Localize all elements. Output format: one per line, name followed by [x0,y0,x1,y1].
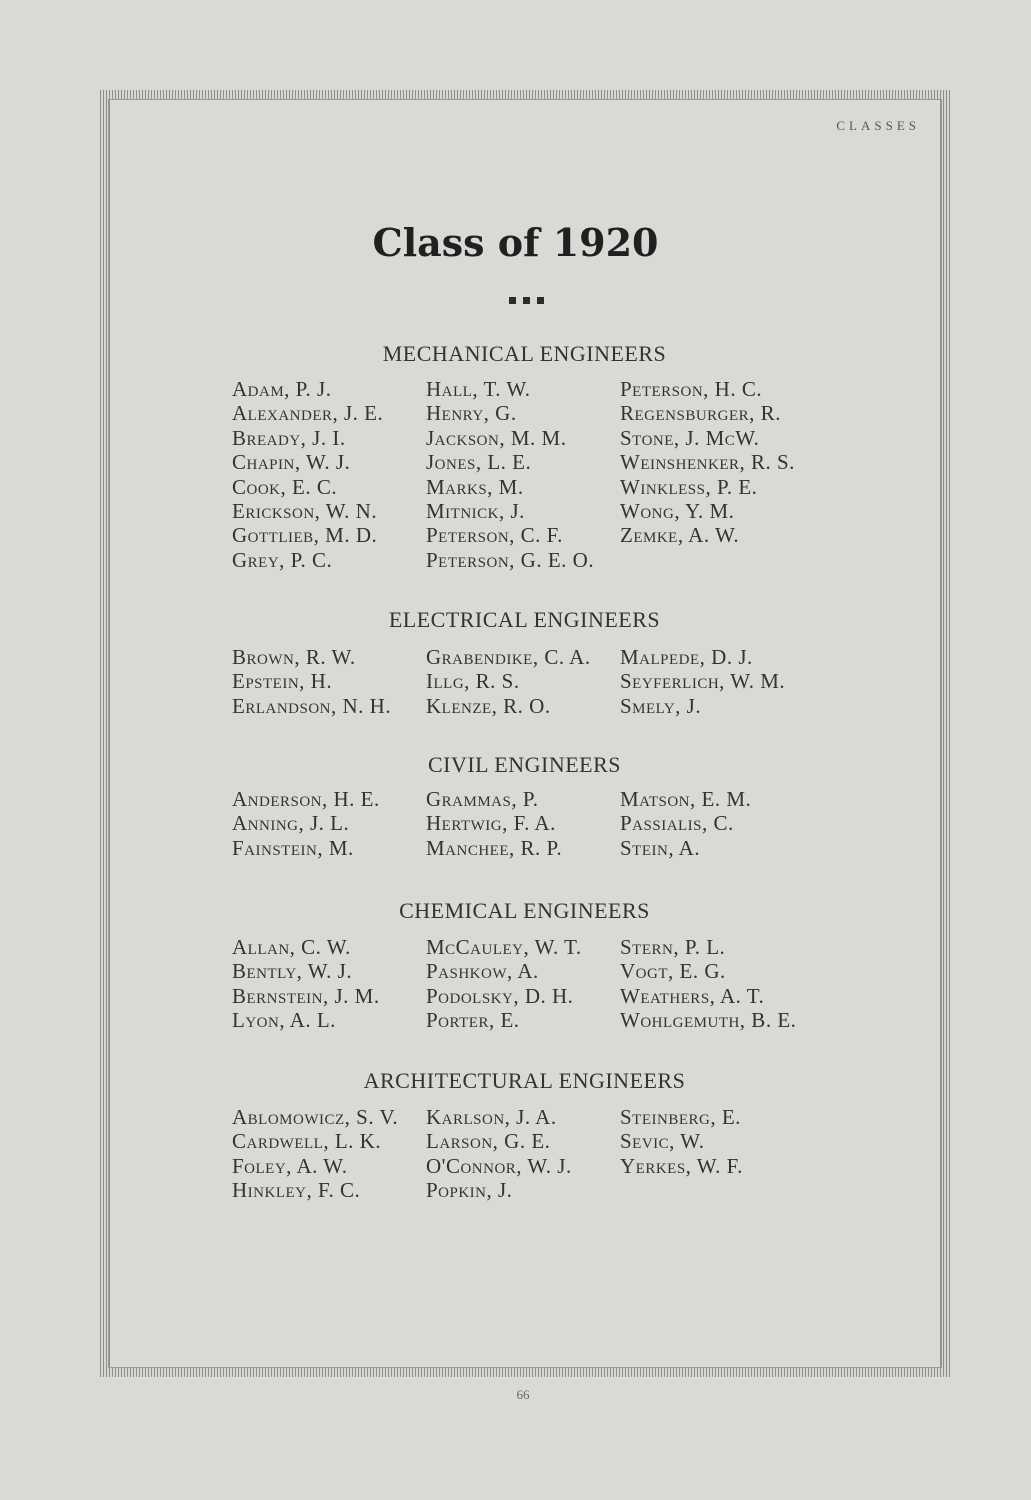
student-name: Erickson, W. N. [232,498,378,523]
student-name: Alexander, J. E. [232,401,384,426]
name-list-mechanical [232,377,840,572]
page-number: 66 [516,1387,530,1402]
student-name: Grabendike, C. A. [426,645,591,669]
student-name: Bently, W. J. [232,959,353,984]
student-name: Weinshenker, R. S. [620,450,795,475]
student-name: Sevic, W. [620,1129,705,1154]
student-name: Stein, A. [620,835,701,860]
student-name: Cook, E. C. [232,474,338,499]
section-heading-chemical: CHEMICAL ENGINEERS [399,898,650,923]
student-name: Peterson, G. E. O. [426,547,595,572]
student-name: Marks, M. [426,474,524,499]
page-title: Class of 1920 [372,220,659,265]
student-name: Wong, Y. M. [620,498,735,523]
student-name: Hertwig, F. A. [426,811,556,836]
student-name: Epstein, H. [232,669,333,694]
name-list-civil [232,787,840,860]
student-name: Podolsky, D. H. [426,983,574,1008]
student-name: Peterson, C. F. [426,523,563,548]
student-name: Henry, G. [426,401,517,426]
name-list-architectural [232,1105,840,1203]
title-ornament [509,297,544,304]
student-name: Lyon, A. L. [232,1008,336,1033]
student-name: Erlandson, N. H. [232,693,392,718]
student-name: Hall, T. W. [426,377,531,401]
student-name: Jones, L. E. [426,450,532,475]
student-name: Pashkow, A. [426,959,539,984]
student-name: Grammas, P. [426,787,539,811]
student-name: Wohlgemuth, B. E. [620,1008,797,1033]
ornament-square [509,297,516,304]
student-name: Regensburger, R. [620,401,781,426]
student-name: Vogt, E. G. [620,959,726,984]
student-name: Stern, P. L. [620,935,726,959]
student-name: Mitnick, J. [426,498,525,523]
name-list-chemical [232,935,840,1033]
student-name: Anderson, H. E. [232,787,380,811]
section-heading-electrical: ELECTRICAL ENGINEERS [388,607,661,632]
student-name: Cardwell, L. K. [232,1129,382,1154]
student-name: Smely, J. [620,693,702,718]
section-heading-architectural: ARCHITECTURAL ENGINEERS [363,1068,686,1093]
ornament-square [537,297,544,304]
student-name: Allan, C. W. [232,935,351,959]
student-name: Foley, A. W. [232,1153,348,1178]
student-name: Jackson, M. M. [426,425,567,450]
student-name: Popkin, J. [426,1178,513,1203]
student-name: Karlson, J. A. [426,1105,557,1129]
student-name: Seyferlich, W. M. [620,669,786,694]
student-name: Hinkley, F. C. [232,1178,361,1203]
student-name: Weathers, A. T. [620,983,765,1008]
student-name: Klenze, R. O. [426,693,551,718]
name-list-electrical [232,645,840,718]
section-heading-civil: CIVIL ENGINEERS [427,752,622,777]
student-name: Fainstein, M. [232,835,354,860]
student-name: Bernstein, J. M. [232,983,380,1008]
student-name: Gottlieb, M. D. [232,523,378,548]
running-head: CLASSES [836,118,920,133]
section-heading-mechanical: MECHANICAL ENGINEERS [382,341,667,366]
student-name: Bready, J. I. [232,425,346,450]
student-name: Zemke, A. W. [620,523,740,548]
student-name: Larson, G. E. [426,1129,551,1154]
student-name: Steinberg, E. [620,1105,741,1129]
student-name: Matson, E. M. [620,787,752,811]
student-name: Winkless, P. E. [620,474,758,499]
student-name: Illg, R. S. [426,669,520,694]
student-name: Anning, J. L. [232,811,350,836]
student-name: Passialis, C. [620,811,734,836]
student-name: Porter, E. [426,1008,520,1033]
student-name: Peterson, H. C. [620,377,763,401]
student-name: Manchee, R. P. [426,835,563,860]
student-name: Brown, R. W. [232,645,356,669]
student-name: Malpede, D. J. [620,645,753,669]
student-name: Adam, P. J. [232,377,332,401]
ornament-square [523,297,530,304]
student-name: Grey, P. C. [232,547,333,572]
student-name: McCauley, W. T. [426,935,582,959]
student-name: O'Connor, W. J. [426,1153,572,1178]
student-name: Stone, J. McW. [620,425,760,450]
student-name: Ablomowicz, S. V. [232,1105,399,1129]
student-name: Yerkes, W. F. [620,1153,743,1178]
student-name: Chapin, W. J. [232,450,351,475]
